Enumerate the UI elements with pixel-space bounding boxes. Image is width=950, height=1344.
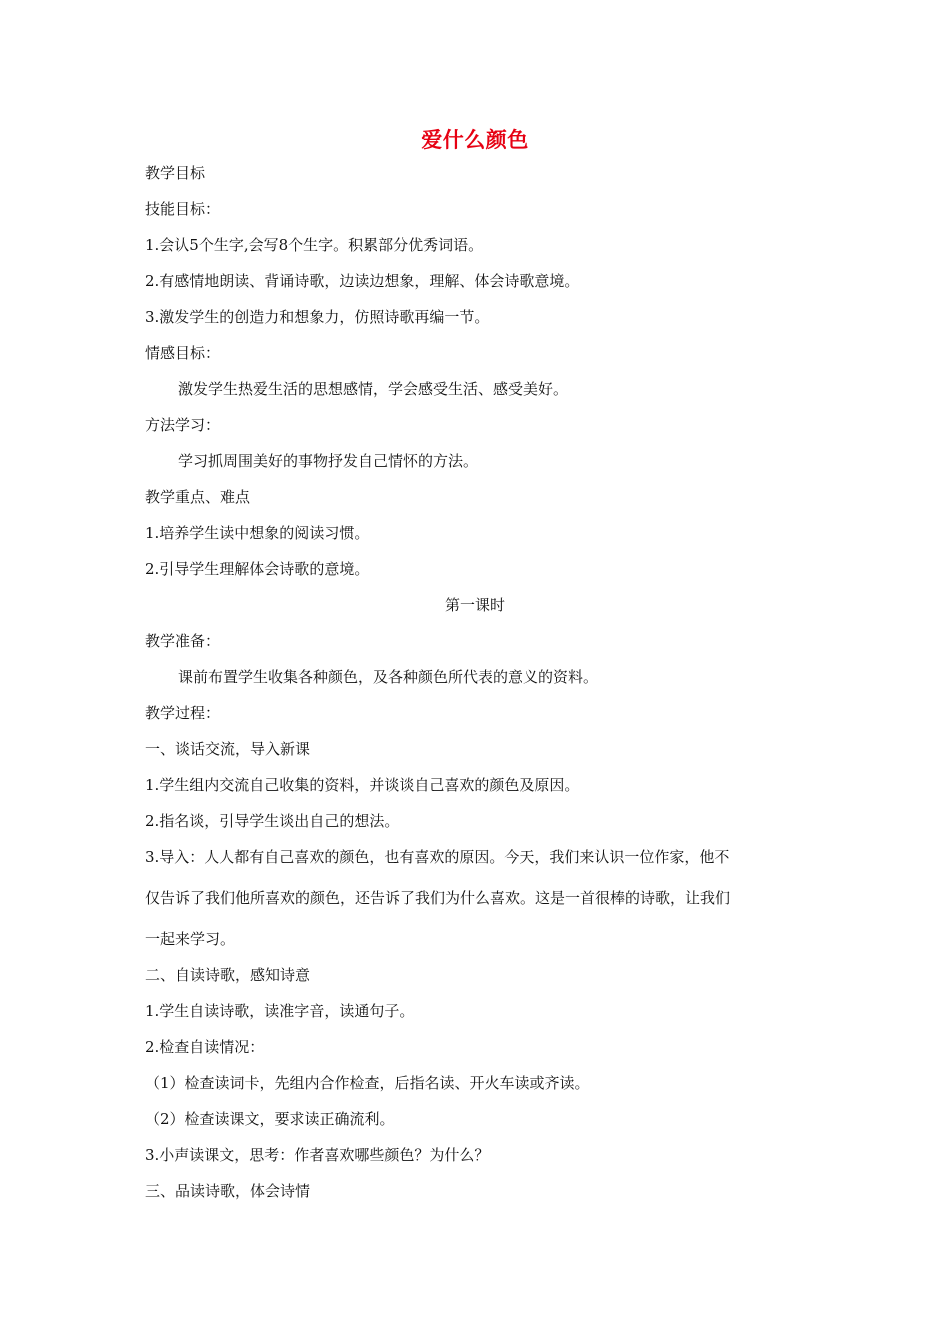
section-2-step-1: 1.学生自读诗歌，读准字音，读通句子。 [145, 1002, 415, 1020]
heading-skill-goals: 技能目标： [145, 200, 221, 218]
heading-preparation: 教学准备： [145, 632, 221, 650]
lesson-heading: 第一课时 [444, 596, 505, 614]
section-1-heading: 一、谈话交流，导入新课 [145, 740, 311, 758]
skill-goal-1: 1.会认5个生字,会写8个生字。积累部分优秀词语。 [145, 236, 484, 254]
section-2-step-2: 2.检查自读情况： [145, 1038, 265, 1056]
emotion-goal-text: 激发学生热爱生活的思想感情，学会感受生活、感受美好。 [178, 380, 569, 398]
method-text: 学习抓周围美好的事物抒发自己情怀的方法。 [178, 452, 479, 470]
heading-teaching-goals: 教学目标 [145, 164, 206, 182]
section-2-substep-1: （1）检查读词卡，先组内合作检查，后指名读、开火车读或齐读。 [145, 1074, 590, 1092]
section-3-heading: 三、品读诗歌，体会诗情 [145, 1182, 311, 1200]
key-point-1: 1.培养学生读中想象的阅读习惯。 [145, 524, 370, 542]
heading-method: 方法学习： [145, 416, 221, 434]
skill-goal-2: 2.有感情地朗读、背诵诗歌，边读边想象，理解、体会诗歌意境。 [145, 272, 580, 290]
preparation-text: 课前布置学生收集各种颜色，及各种颜色所代表的意义的资料。 [178, 668, 599, 686]
section-2-heading: 二、自读诗歌，感知诗意 [145, 966, 311, 984]
section-2-step-3: 3.小声读课文，思考：作者喜欢哪些颜色？为什么？ [145, 1146, 490, 1164]
section-1-step-1: 1.学生组内交流自己收集的资料，并谈谈自己喜欢的颜色及原因。 [145, 776, 580, 794]
heading-process: 教学过程： [145, 704, 221, 722]
section-2-substep-2: （2）检查读课文，要求读正确流利。 [145, 1110, 395, 1128]
skill-goal-3: 3.激发学生的创造力和想象力，仿照诗歌再编一节。 [145, 308, 490, 326]
section-1-step-3-line-2: 仅告诉了我们他所喜欢的颜色，还告诉了我们为什么喜欢。这是一首很棒的诗歌，让我们 [145, 889, 731, 907]
heading-key-points: 教学重点、难点 [145, 488, 251, 506]
section-1-step-3-line-3: 一起来学习。 [145, 930, 236, 948]
key-point-2: 2.引导学生理解体会诗歌的意境。 [145, 560, 370, 578]
document-title: 爱什么颜色 [421, 127, 529, 152]
section-1-step-2: 2.指名谈，引导学生谈出自己的想法。 [145, 812, 400, 830]
section-1-step-3-line-1: 3.导入：人人都有自己喜欢的颜色，也有喜欢的原因。今天，我们来认识一位作家，他不 [145, 848, 730, 866]
heading-emotion-goals: 情感目标： [145, 344, 221, 362]
